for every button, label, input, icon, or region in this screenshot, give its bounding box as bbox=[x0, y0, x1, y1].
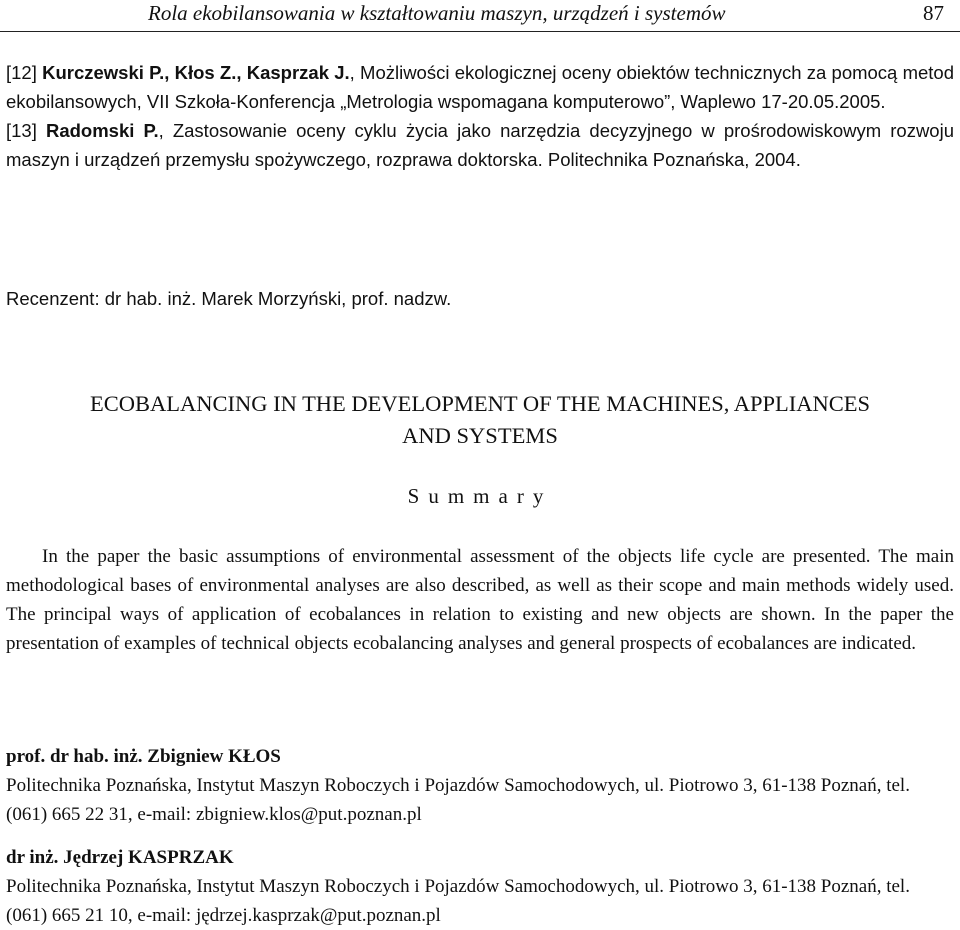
page-header bbox=[0, 0, 960, 30]
reference-text: , Możliwości ekologicznej oceny obiektów technicznych za pomocą metod ekobilansowych, VII Szkoła-Konferencja „Metrologia wspomagana komputerowo”, Waplewo 17-20.05.2005. bbox=[6, 62, 954, 112]
author-name: dr inż. Jędrzej KASPRZAK bbox=[6, 847, 234, 868]
reference-item bbox=[6, 58, 954, 116]
author-affiliation: Politechnika Poznańska, Instytut Maszyn Roboczych i Pojazdów Samochodowych, ul. Piotrowo 3, 61-138 Poznań, tel. (061) 665 21 10, e-mail: jędrzej.kasprzak@put.poznan.pl bbox=[6, 876, 910, 926]
reference-text: , Zastosowanie oceny cyklu życia jako narzędzia decyzyjnego w prośrodowiskowym rozwoju maszyn i urządzeń przemysłu spożywczego, rozprawa doktorska. Politechnika Poznańska, 2004. bbox=[6, 120, 955, 170]
reference-item bbox=[6, 116, 954, 174]
page-number: 87 bbox=[923, 1, 944, 25]
reference-number: [13] bbox=[6, 120, 46, 141]
reference-authors: Radomski P. bbox=[45, 120, 159, 141]
reference-list bbox=[6, 58, 954, 174]
running-title: Rola ekobilansowania w kształtowaniu maszyn, urządzeń i systemów bbox=[148, 1, 726, 25]
summary-title bbox=[0, 388, 960, 452]
summary-body: In the paper the basic assumptions of environmental assessment of the objects life cycle are presented. The main methodological bases of environmental analyses are also described, as well as their scope and main methods widely used. The principal ways of application of ecobalances in relation to existing and new objects are shown. In the paper the presentation of examples of technical objects ecobalancing analyses and general prospects of ecobalances are indicated. bbox=[6, 546, 954, 654]
reference-authors: Kurczewski P., Kłos Z., Kasprzak J. bbox=[42, 62, 350, 83]
header-rule bbox=[0, 31, 960, 32]
author-block bbox=[6, 843, 954, 930]
reference-number: [12] bbox=[6, 62, 43, 83]
reviewer-line: Recenzent: dr hab. inż. Marek Morzyński, prof. nadzw. bbox=[6, 288, 452, 309]
summary-title-line: ECOBALANCING IN THE DEVELOPMENT OF THE MACHINES, APPLIANCES bbox=[89, 391, 871, 416]
author-name: prof. dr hab. inż. Zbigniew KŁOS bbox=[6, 746, 281, 767]
summary-heading: Summary bbox=[407, 484, 553, 508]
author-affiliation: Politechnika Poznańska, Instytut Maszyn Roboczych i Pojazdów Samochodowych, ul. Piotrowo 3, 61-138 Poznań, tel. (061) 665 22 31, e-mail: zbigniew.klos@put.poznan.pl bbox=[6, 775, 910, 825]
author-block bbox=[6, 742, 954, 829]
summary-title-line: AND SYSTEMS bbox=[402, 423, 558, 448]
